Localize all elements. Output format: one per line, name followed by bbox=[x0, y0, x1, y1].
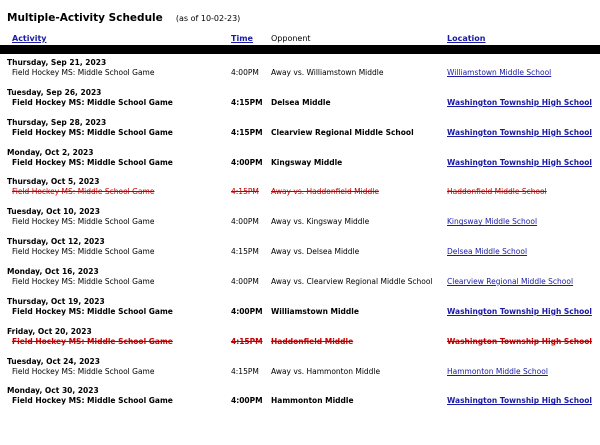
event-opponent: Kingsway Middle bbox=[271, 157, 343, 167]
event-time: 4:15PM bbox=[231, 97, 263, 107]
table-row bbox=[0, 118, 600, 146]
event-activity: Field Hockey MS: Middle School Game bbox=[12, 217, 155, 227]
title-row bbox=[7, 6, 240, 22]
event-time: 4:15PM bbox=[231, 127, 263, 137]
table-row bbox=[0, 267, 600, 295]
event-date: Thursday, Oct 19, 2023 bbox=[7, 296, 105, 306]
event-date: Thursday, Sep 21, 2023 bbox=[7, 58, 107, 67]
as-of-date: (as of 10-02-23) bbox=[175, 14, 241, 23]
table-row bbox=[0, 386, 600, 414]
event-opponent: Away vs. Hammonton Middle bbox=[271, 366, 381, 376]
event-activity: Field Hockey MS: Middle School Game bbox=[12, 127, 173, 137]
event-time: 4:00PM bbox=[231, 68, 259, 77]
event-location-link[interactable]: Washington Township High School bbox=[447, 97, 592, 107]
table-row bbox=[0, 297, 600, 325]
event-location-link[interactable]: Kingsway Middle School bbox=[447, 217, 538, 227]
event-date: Monday, Oct 2, 2023 bbox=[7, 147, 94, 157]
event-location-link[interactable]: Delsea Middle School bbox=[447, 247, 528, 257]
event-location-link[interactable]: Clearview Regional Middle School bbox=[447, 276, 574, 286]
event-date: Friday, Oct 20, 2023 bbox=[7, 326, 92, 336]
table-row bbox=[0, 237, 600, 265]
event-opponent: Away vs. Clearview Regional Middle School bbox=[271, 276, 433, 286]
event-activity: Field Hockey MS: Middle School Game bbox=[12, 306, 173, 316]
event-activity: Field Hockey MS: Middle School Game bbox=[12, 97, 173, 107]
event-opponent: Clearview Regional Middle School bbox=[271, 127, 414, 137]
event-time: 4:15PM bbox=[231, 336, 263, 346]
event-time: 4:00PM bbox=[231, 157, 263, 167]
event-activity: Field Hockey MS: Middle School Game bbox=[12, 336, 173, 346]
event-time: 4:00PM bbox=[231, 276, 259, 286]
event-opponent: Away vs. Williamstown Middle bbox=[271, 68, 384, 77]
event-opponent: Haddonfield Middle bbox=[271, 336, 354, 346]
event-activity: Field Hockey MS: Middle School Game bbox=[12, 68, 155, 77]
event-time: 4:15PM bbox=[231, 187, 259, 197]
event-activity: Field Hockey MS: Middle School Game bbox=[12, 187, 155, 197]
table-row bbox=[0, 88, 600, 116]
event-date: Thursday, Oct 5, 2023 bbox=[7, 177, 100, 187]
column-header-time[interactable]: Time bbox=[231, 34, 253, 43]
event-location-link[interactable]: Hammonton Middle School bbox=[447, 366, 548, 376]
table-row bbox=[0, 58, 600, 86]
event-activity: Field Hockey MS: Middle School Game bbox=[12, 276, 155, 286]
event-location-link[interactable]: Washington Township High School bbox=[447, 127, 592, 137]
event-location-link[interactable]: Washington Township High School bbox=[447, 336, 592, 346]
event-date: Monday, Oct 16, 2023 bbox=[7, 266, 99, 276]
event-date: Thursday, Sep 28, 2023 bbox=[7, 117, 107, 127]
column-header-opponent: Opponent bbox=[271, 34, 311, 43]
event-time: 4:00PM bbox=[231, 217, 259, 227]
event-time: 4:15PM bbox=[231, 247, 259, 257]
event-date: Thursday, Oct 12, 2023 bbox=[7, 237, 105, 247]
event-location-link[interactable]: Washington Township High School bbox=[447, 396, 592, 406]
table-row bbox=[0, 327, 600, 355]
event-opponent: Away vs. Delsea Middle bbox=[271, 247, 360, 257]
event-activity: Field Hockey MS: Middle School Game bbox=[12, 247, 155, 257]
event-date: Tuesday, Oct 10, 2023 bbox=[7, 207, 100, 217]
table-row bbox=[0, 148, 600, 176]
event-time: 4:00PM bbox=[231, 396, 263, 406]
table-row bbox=[0, 207, 600, 235]
event-location-link[interactable]: Haddonfield Middle School bbox=[447, 187, 547, 197]
column-header-activity[interactable]: Activity bbox=[12, 34, 47, 43]
event-date: Monday, Oct 30, 2023 bbox=[7, 386, 99, 396]
event-date: Tuesday, Sep 26, 2023 bbox=[7, 87, 102, 97]
event-time: 4:15PM bbox=[231, 366, 259, 376]
event-location-link[interactable]: Washington Township High School bbox=[447, 157, 592, 167]
page-title: Multiple-Activity Schedule bbox=[7, 12, 163, 24]
event-opponent: Away vs. Haddonfield Middle bbox=[271, 187, 379, 197]
event-date: Tuesday, Oct 24, 2023 bbox=[7, 356, 100, 366]
event-activity: Field Hockey MS: Middle School Game bbox=[12, 396, 173, 406]
event-opponent: Williamstown Middle bbox=[271, 306, 359, 316]
event-activity: Field Hockey MS: Middle School Game bbox=[12, 366, 155, 376]
event-location-link[interactable]: Williamstown Middle School bbox=[447, 68, 552, 77]
event-opponent: Away vs. Kingsway Middle bbox=[271, 217, 370, 227]
table-row bbox=[0, 357, 600, 385]
event-time: 4:00PM bbox=[231, 306, 263, 316]
event-opponent: Hammonton Middle bbox=[271, 396, 354, 406]
event-opponent: Delsea Middle bbox=[271, 97, 331, 107]
event-location-link[interactable]: Washington Township High School bbox=[447, 306, 592, 316]
table-row bbox=[0, 177, 600, 205]
event-activity: Field Hockey MS: Middle School Game bbox=[12, 157, 173, 167]
column-header-location[interactable]: Location bbox=[447, 34, 486, 43]
header-divider-bar bbox=[0, 45, 600, 54]
